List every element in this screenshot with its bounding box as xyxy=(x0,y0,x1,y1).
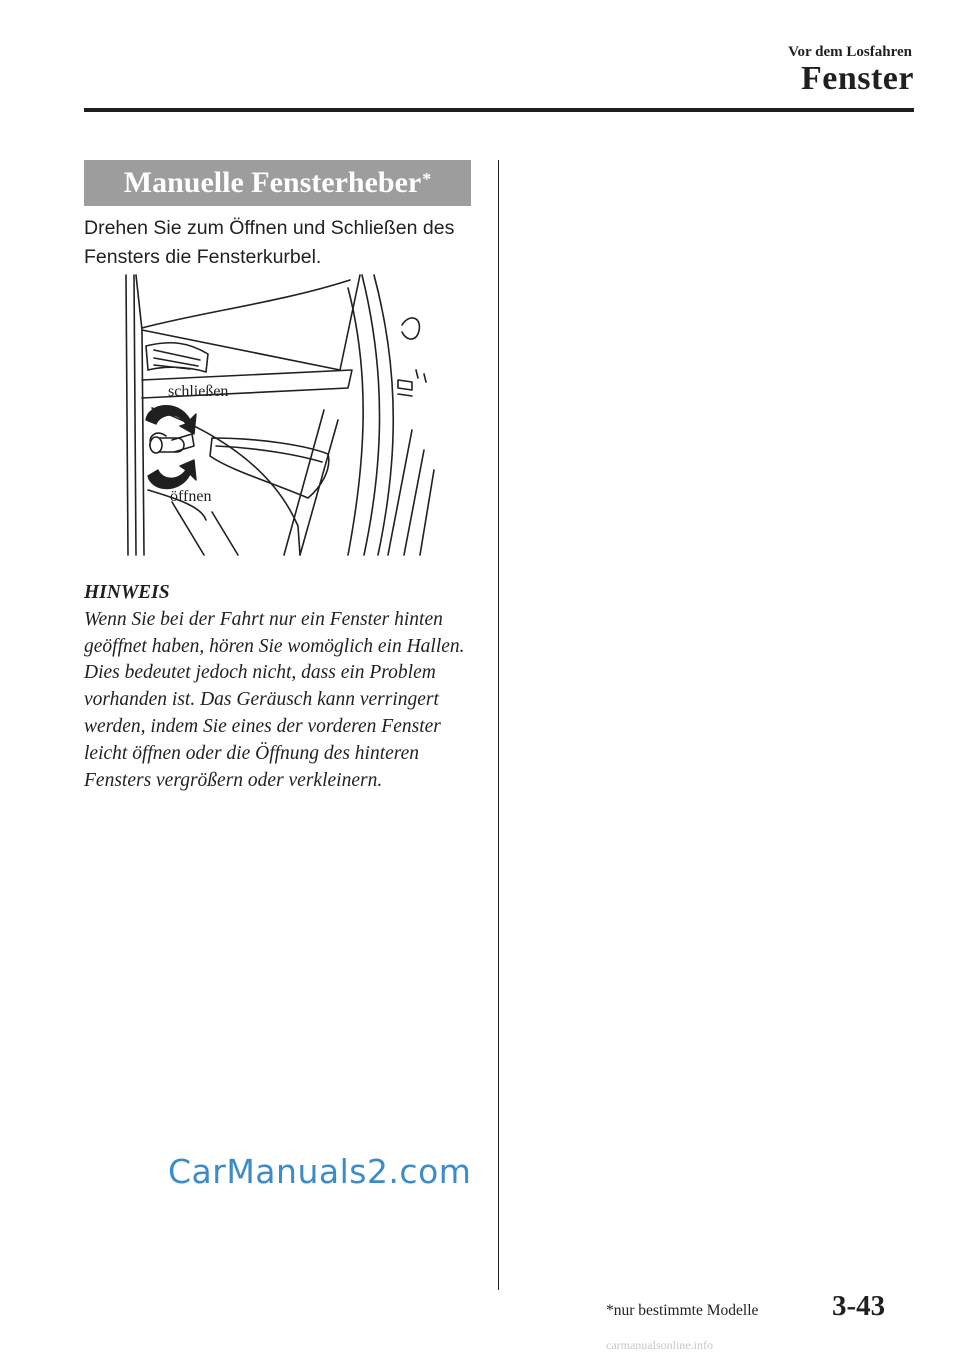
header-divider xyxy=(84,108,914,112)
page-title: Fenster xyxy=(800,60,914,97)
watermark-logo: CarManuals2.com xyxy=(168,1152,472,1191)
close-label: schließen xyxy=(168,383,229,400)
window-crank-illustration xyxy=(112,270,452,560)
intro-paragraph: Drehen Sie zum Öffnen und Schließen des Fensters die Fensterkurbel. xyxy=(84,217,455,268)
bottom-watermark: carmanualsonline.info xyxy=(606,1338,713,1352)
optional-equipment-marker: * xyxy=(422,168,432,189)
note-block xyxy=(84,580,484,794)
column-divider xyxy=(498,160,499,1290)
open-label: öffnen xyxy=(170,488,212,505)
section-title: Manuelle Fensterheber xyxy=(123,166,422,199)
note-heading: HINWEIS xyxy=(84,582,170,603)
footnote: *nur bestimmte Modelle xyxy=(606,1302,759,1319)
section-title-banner xyxy=(84,160,471,206)
note-text: Wenn Sie bei der Fahrt nur ein Fenster hinten geöffnet haben, hören Sie womöglich ein Hallen. Dies bedeutet jedoch nicht, dass ein Problem vorhanden ist. Das Geräusch kann verringert werden, indem Sie eines der vorderen Fenster leicht öffnen oder die Öffnung des hinteren Fensters vergrößern oder verkleinern. xyxy=(84,608,465,791)
window-crank-icon xyxy=(150,433,194,453)
door-panel-drawing xyxy=(112,270,452,560)
header-section-label: Vor dem Losfahren xyxy=(788,44,912,60)
page-number: 3-43 xyxy=(832,1290,886,1322)
